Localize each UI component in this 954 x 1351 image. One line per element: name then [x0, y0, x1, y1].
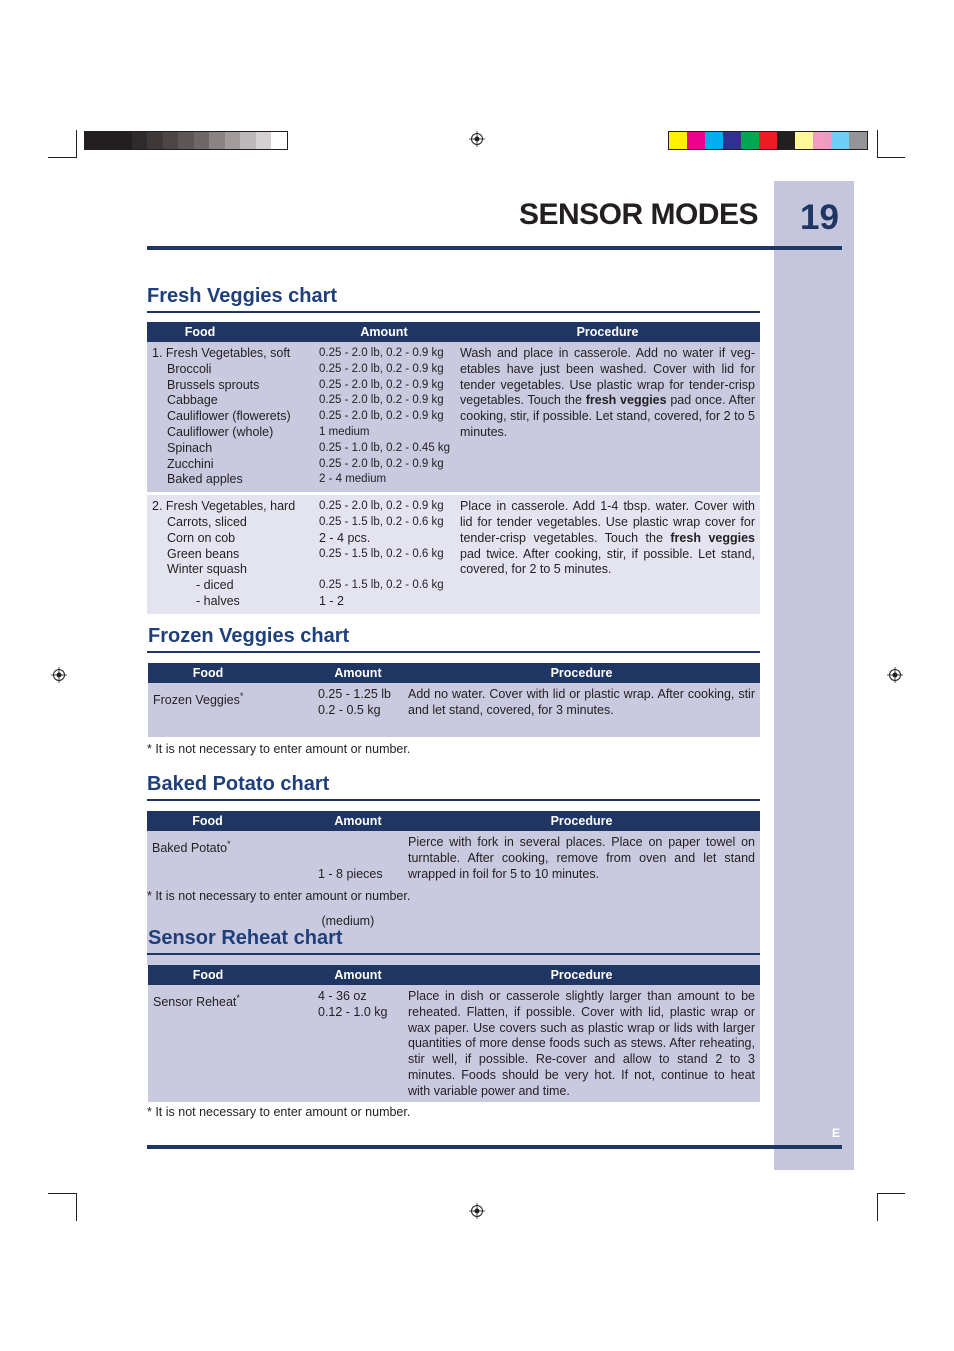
calibration-swatch: [723, 132, 741, 149]
calibration-swatch: [163, 132, 179, 149]
calibration-swatch: [85, 132, 101, 149]
amount-value: 0.12 - 1.0 kg: [318, 1004, 388, 1019]
registration-mark-icon: [469, 131, 485, 147]
calibration-swatch: [759, 132, 777, 149]
baked-potato-title: Baked Potato chart: [147, 773, 330, 795]
amount-value: 0.25 - 2.0 lb, 0.2 - 0.9 kg: [319, 362, 444, 375]
crop-mark: [877, 157, 905, 158]
language-tab-label: E: [832, 1126, 841, 1140]
amount-value: 0.25 - 1.5 lb, 0.2 - 0.6 kg: [319, 515, 444, 528]
grayscale-calibration-bar: [84, 131, 288, 150]
amount-value: 0.2 - 0.5 kg: [318, 702, 381, 717]
table-row: [148, 683, 760, 737]
color-calibration-bar: [668, 131, 868, 150]
procedure-text: Place in casserole. Add 1-4 tbsp. water. Cover with lid for tender vegetables. Use plastic wrap cover for tender-crisp vegetables. Touch the fresh veggies pad twice. After cooking, stir, if possible. Let stand, covered, for 2 to 5 minutes.: [460, 499, 755, 577]
calibration-swatch: [669, 132, 687, 149]
footer-rule: [147, 1145, 842, 1149]
section-rule: [147, 651, 760, 653]
calibration-swatch: [741, 132, 759, 149]
frozen-veggies-table: [148, 663, 760, 737]
column-header-amount: Amount: [313, 965, 403, 985]
calibration-swatch: [687, 132, 705, 149]
calibration-swatch: [101, 132, 117, 149]
calibration-swatch: [194, 132, 210, 149]
food-item: Carrots, sliced: [167, 514, 247, 529]
food-item: Cauliflower (flowerets): [167, 409, 291, 424]
food-group-label: 2. Fresh Vegetables, hard: [152, 499, 296, 514]
food-item: Cabbage: [167, 393, 218, 408]
food-item: Broccoli: [167, 361, 212, 376]
registration-mark-icon: [51, 667, 67, 683]
column-header-amount: Amount: [313, 811, 403, 831]
table-row: [147, 495, 760, 614]
fresh-veggies-table: [147, 322, 760, 614]
calibration-swatch: [795, 132, 813, 149]
section-rule: [147, 799, 760, 801]
column-header-food: Food: [147, 322, 313, 342]
sensor-reheat-title: Sensor Reheat chart: [148, 927, 343, 949]
footnote: * It is not necessary to enter amount or number.: [147, 742, 411, 756]
calibration-swatch: [225, 132, 241, 149]
amount-value: 0.25 - 2.0 lb, 0.2 - 0.9 kg: [319, 394, 444, 407]
procedure-text: Place in dish or casserole slightly larger than amount to be reheated. Flatten, if possible. Cover with lid, plastic wrap or wax paper. Use covers such as plastic wrap or lids with larger quantities of more dense foods such as stews. After reheating, stir well, if possible. Re-cover and allow to stand 2 to 3 minutes. Foods should be very hot. If not, continue to heat with variable power and time.: [408, 989, 755, 1098]
calibration-swatch: [256, 132, 272, 149]
food-item: Cauliflower (whole): [167, 424, 274, 439]
table-row: [148, 985, 760, 1102]
procedure-text: Add no water. Cover with lid or plastic wrap. After cooking, stir and let stand, covered, for 3 minutes.: [408, 687, 755, 717]
crop-mark: [48, 157, 76, 158]
amount-value: 1 - 2: [319, 593, 345, 608]
registration-mark-icon: [469, 1203, 485, 1219]
sensor-reheat-table: [148, 965, 760, 1102]
amount-value: 2 - 4 pcs.: [319, 530, 371, 545]
food-group-label: 1. Fresh Vegetables, soft: [152, 346, 291, 360]
crop-mark: [877, 1193, 905, 1194]
column-header-food: Food: [148, 663, 313, 683]
procedure-text: Wash and place in casserole. Add no water if veg-etables have just been washed. Cover with lid for tender vegetables. Use plastic wrap for tender-crisp vegetables. Touch the fresh veggies pad once. After cooking, stir, if possible. Let stand, covered, for 2 to 5 minutes.: [460, 346, 755, 439]
column-header-amount: Amount: [313, 322, 455, 342]
calibration-swatch: [849, 132, 867, 149]
calibration-swatch: [271, 132, 287, 149]
crop-mark: [48, 1193, 76, 1194]
food-item: Corn on cob: [167, 530, 236, 545]
fresh-veggies-title: Fresh Veggies chart: [147, 285, 338, 307]
crop-mark: [877, 130, 878, 158]
column-header-procedure: Procedure: [403, 965, 760, 985]
amount-value: [319, 562, 455, 578]
food-name: Frozen Veggies: [153, 693, 240, 708]
calibration-swatch: [147, 132, 163, 149]
procedure-keyword: fresh veggies: [585, 393, 667, 408]
page-title: SENSOR MODES: [518, 198, 758, 231]
calibration-swatch: [813, 132, 831, 149]
frozen-veggies-title: Frozen Veggies chart: [148, 625, 350, 647]
column-header-procedure: Procedure: [403, 811, 760, 831]
table-row: [147, 342, 760, 492]
header-rule: [147, 246, 842, 250]
amount-value: 4 - 36 oz: [318, 989, 367, 1003]
column-header-procedure: Procedure: [455, 322, 760, 342]
calibration-swatch: [831, 132, 849, 149]
amount-value: 0.25 - 2.0 lb, 0.2 - 0.9 kg: [319, 457, 444, 470]
calibration-swatch: [705, 132, 723, 149]
amount-value: 1 medium: [319, 425, 370, 438]
calibration-swatch: [116, 132, 132, 149]
amount-value: 0.25 - 1.25 lb: [318, 687, 391, 701]
food-name: Baked Potato: [152, 841, 228, 856]
column-header-amount: Amount: [313, 663, 403, 683]
page-number: 19: [800, 198, 839, 237]
registration-mark-icon: [887, 667, 903, 683]
calibration-swatch: [777, 132, 795, 149]
calibration-swatch: [132, 132, 148, 149]
food-item: Spinach: [167, 440, 213, 455]
amount-value: 0.25 - 2.0 lb, 0.2 - 0.9 kg: [319, 410, 444, 423]
side-tab: [774, 181, 854, 1170]
footnote: * It is not necessary to enter amount or number.: [147, 889, 411, 903]
column-header-food: Food: [147, 811, 313, 831]
food-item: Brussels sprouts: [167, 377, 260, 392]
column-header-procedure: Procedure: [403, 663, 760, 683]
food-item: - halves: [196, 593, 240, 608]
asterisk: *: [236, 993, 240, 1003]
amount-value: (medium): [318, 913, 375, 928]
column-header-food: Food: [148, 965, 313, 985]
footnote: * It is not necessary to enter amount or number.: [147, 1105, 411, 1119]
amount-value: 0.25 - 1.5 lb, 0.2 - 0.6 kg: [319, 579, 444, 592]
crop-mark: [76, 130, 77, 158]
section-rule: [147, 953, 760, 955]
food-name: Sensor Reheat: [153, 995, 237, 1010]
amount-value: 2 - 4 medium: [319, 473, 387, 486]
asterisk: *: [227, 839, 231, 849]
amount-value: 0.25 - 2.0 lb, 0.2 - 0.9 kg: [319, 500, 444, 513]
section-rule: [147, 311, 760, 313]
food-item: Winter squash: [167, 562, 247, 577]
food-item: Baked apples: [167, 472, 243, 487]
amount-value: 0.25 - 2.0 lb, 0.2 - 0.9 kg: [319, 347, 444, 359]
asterisk: *: [239, 691, 244, 701]
amount-value: 1 - 8 pieces: [318, 866, 383, 881]
calibration-swatch: [209, 132, 225, 149]
food-item: - diced: [196, 578, 234, 593]
amount-value: 0.25 - 1.5 lb, 0.2 - 0.6 kg: [319, 547, 444, 560]
crop-mark: [76, 1193, 77, 1221]
food-item: Zucchini: [167, 456, 214, 471]
amount-value: 0.25 - 1.0 lb, 0.2 - 0.45 kg: [319, 441, 451, 454]
calibration-swatch: [240, 132, 256, 149]
amount-value: 0.25 - 2.0 lb, 0.2 - 0.9 kg: [319, 378, 444, 391]
food-item: Green beans: [167, 546, 240, 561]
calibration-swatch: [178, 132, 194, 149]
procedure-keyword: fresh veggies: [670, 530, 755, 545]
crop-mark: [877, 1193, 878, 1221]
procedure-text: Pierce with fork in several places. Place on paper towel on turntable. After cooking, remove from oven and let stand wrapped in foil for 5 to 10 minutes.: [408, 835, 755, 881]
